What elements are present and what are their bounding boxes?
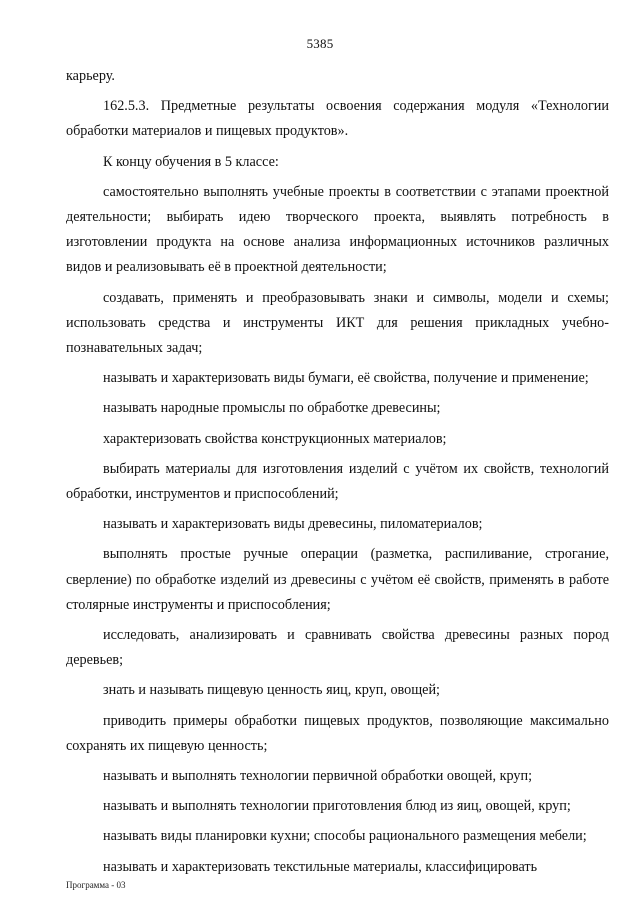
paragraph: самостоятельно выполнять учебные проекты в соответствии с этапами проектной деятельности; выбирать идею творческого проекта, выявлять потребность в изготовлении продукта на основе анализа информационных источников различных видов и реализовывать её в проектной деятельности; (66, 183, 609, 276)
paragraph: называть народные промыслы по обработке древесины; (103, 400, 441, 417)
paragraph: характеризовать свойства конструкционных материалов; (103, 430, 447, 447)
paragraph: карьеру. (66, 68, 115, 84)
paragraph: знать и называть пищевую ценность яиц, круп, овощей; (103, 682, 440, 699)
paragraph: выбирать материалы для изготовления изделий с учётом их свойств, технологий обработки, инструментов и приспособлений; (66, 460, 609, 503)
paragraph: называть и выполнять технологии первичной обработки овощей, круп; (103, 768, 533, 785)
paragraph: исследовать, анализировать и сравнивать свойства древесины разных пород деревьев; (66, 627, 609, 669)
paragraph: называть виды планировки кухни; способы рационального размещения мебели; (103, 828, 587, 845)
paragraph: 162.5.3. Предметные результаты освоения содержания модуля «Технологии обработки материалов и пищевых продуктов». (66, 98, 609, 140)
paragraph: называть и выполнять технологии приготовления блюд из яиц, овощей, круп; (103, 798, 571, 815)
page-footer: Программа - 03 (66, 880, 126, 890)
document-body (66, 64, 609, 885)
paragraph: выполнять простые ручные операции (разметка, распиливание, строгание, сверление) по обработке изделий из древесины с учётом её свойств, применять в работе столярные инструменты и приспособления; (66, 546, 609, 613)
page-number: 5385 (306, 36, 334, 51)
paragraph: приводить примеры обработки пищевых продуктов, позволяющие максимально сохранять их пищевую ценность; (66, 712, 609, 754)
paragraph: называть и характеризовать виды древесины, пиломатериалов; (103, 516, 483, 533)
paragraph: называть и характеризовать текстильные материалы, классифицировать (103, 858, 538, 875)
paragraph: К концу обучения в 5 классе: (103, 153, 279, 170)
paragraph: создавать, применять и преобразовывать знаки и символы, модели и схемы; использовать средства и инструменты ИКТ для решения прикладных учебно-познавательных задач; (66, 289, 609, 357)
paragraph: называть и характеризовать виды бумаги, её свойства, получение и применение; (103, 370, 589, 387)
